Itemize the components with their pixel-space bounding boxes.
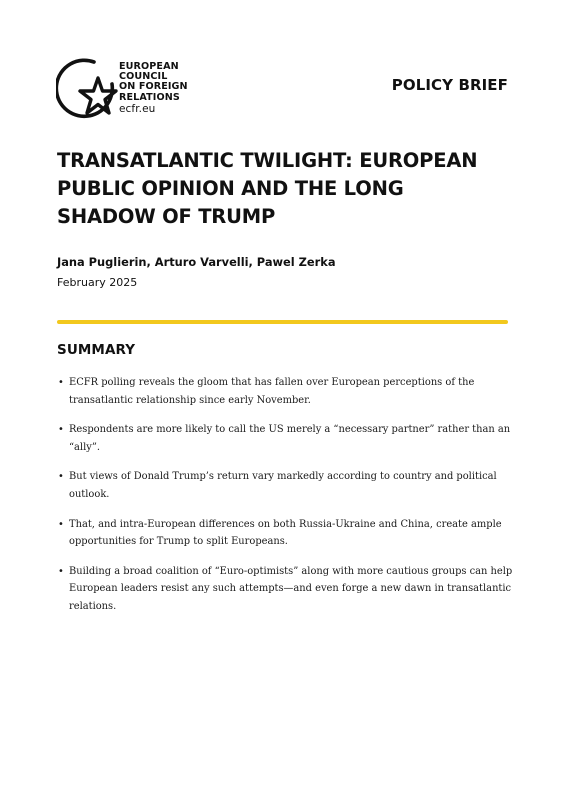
title-line-2: PUBLIC OPINION AND THE LONG bbox=[57, 177, 404, 200]
org-name-line-3: ON FOREIGN bbox=[119, 81, 188, 93]
organization-name bbox=[119, 62, 188, 115]
summary-item-line: But views of Donald Trump’s return vary markedly according to country and political bbox=[69, 471, 497, 483]
bullet-icon: • bbox=[58, 424, 64, 436]
summary-item-line: relations. bbox=[69, 600, 117, 612]
document-type-label: POLICY BRIEF bbox=[391, 76, 508, 94]
star-in-circle-icon bbox=[56, 56, 118, 120]
summary-heading: SUMMARY bbox=[57, 342, 136, 358]
authors: Jana Puglierin, Arturo Varvelli, Pawel Zerka bbox=[57, 255, 336, 269]
summary-item-line: transatlantic relationship since early November. bbox=[69, 394, 311, 406]
title-line-3: SHADOW OF TRUMP bbox=[57, 205, 276, 228]
summary-item-line: European leaders resist any such attempts—and even forge a new dawn in transatlantic bbox=[69, 583, 512, 595]
summary-item bbox=[57, 374, 509, 409]
summary-item bbox=[57, 516, 509, 551]
summary-item-line: outlook. bbox=[69, 488, 110, 500]
accent-divider bbox=[57, 320, 508, 324]
summary-item-line: ECFR polling reveals the gloom that has fallen over European perceptions of the bbox=[69, 377, 475, 388]
document-title bbox=[57, 147, 517, 231]
org-name-line-2: COUNCIL bbox=[119, 71, 168, 83]
bullet-icon: • bbox=[58, 471, 64, 483]
publication-date: February 2025 bbox=[57, 276, 138, 289]
summary-item-line: Respondents are more likely to call the US merely a “necessary partner” rather than an bbox=[69, 424, 511, 436]
org-domain: ecfr.eu bbox=[119, 102, 156, 115]
summary-item-line: “ally”. bbox=[69, 441, 101, 453]
bullet-icon: • bbox=[58, 518, 64, 530]
summary-item bbox=[57, 468, 509, 503]
summary-item-line: Building a broad coalition of “Euro-optimists” along with more cautious groups can help bbox=[69, 565, 513, 577]
bullet-icon: • bbox=[58, 377, 64, 388]
title-line-1: TRANSATLANTIC TWILIGHT: EUROPEAN bbox=[57, 149, 478, 172]
org-name-line-4: RELATIONS bbox=[119, 91, 180, 103]
org-name-line-1: EUROPEAN bbox=[119, 61, 179, 72]
summary-item bbox=[57, 563, 513, 616]
bullet-icon: • bbox=[58, 565, 64, 577]
summary-item-line: That, and intra-European differences on both Russia-Ukraine and China, create ample bbox=[69, 518, 502, 530]
ecfr-logo bbox=[56, 56, 226, 126]
summary-list bbox=[57, 374, 513, 628]
summary-item bbox=[57, 421, 509, 456]
summary-item-line: opportunities for Trump to split Europeans. bbox=[69, 536, 288, 548]
